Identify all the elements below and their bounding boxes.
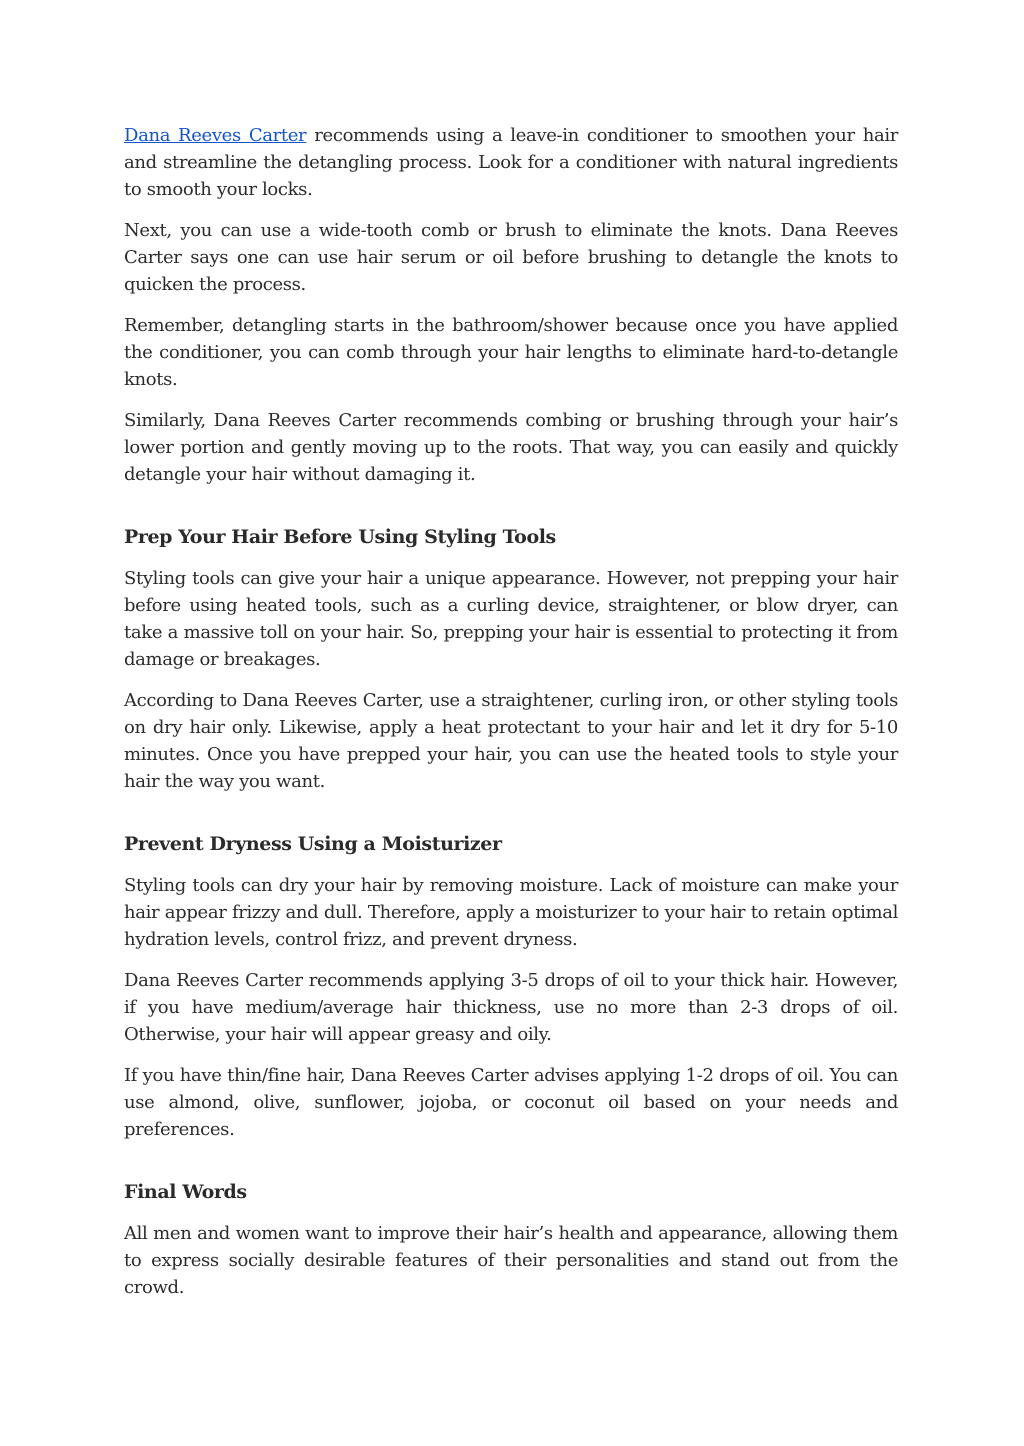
intro-paragraph-1-text: recommends using a leave-in conditioner to smoothen your hair and streamline the detangling process. Look for a conditioner with natural ingredients to smooth your locks. bbox=[124, 125, 898, 200]
intro-paragraph-1 bbox=[124, 122, 898, 203]
prep-paragraph-2: According to Dana Reeves Carter, use a straightener, curling iron, or other styling tools on dry hair only. Likewise, apply a heat protectant to your hair and let it dry for 5-10 minutes. Once you have prepped your hair, you can use the heated tools to style your hair the way you want. bbox=[124, 690, 898, 792]
moisturizer-paragraph-1: Styling tools can dry your hair by removing moisture. Lack of moisture can make your hair appear frizzy and dull. Therefore, apply a moisturizer to your hair to retain optimal hydration levels, control frizz, and prevent dryness. bbox=[124, 875, 898, 950]
moisturizer-section-heading: Prevent Dryness Using a Moisturizer bbox=[124, 833, 502, 855]
prep-section-heading: Prep Your Hair Before Using Styling Tools bbox=[124, 526, 556, 548]
moisturizer-paragraph-3: If you have thin/fine hair, Dana Reeves Carter advises applying 1-2 drops of oil. You can use almond, olive, sunflower, jojoba, or coconut oil based on your needs and preferences. bbox=[124, 1065, 898, 1140]
moisturizer-paragraph-2: Dana Reeves Carter recommends applying 3-5 drops of oil to your thick hair. However, if you have medium/average hair thickness, use no more than 2-3 drops of oil. Otherwise, your hair will appear greasy and oily. bbox=[124, 970, 898, 1045]
final-words-paragraph-1: All men and women want to improve their hair’s health and appearance, allowing them to express socially desirable features of their personalities and stand out from the crowd. bbox=[124, 1223, 898, 1298]
intro-paragraph-2: Next, you can use a wide-tooth comb or brush to eliminate the knots. Dana Reeves Carter says one can use hair serum or oil before brushing to detangle the knots to quicken the process. bbox=[124, 220, 898, 295]
prep-paragraph-1: Styling tools can give your hair a unique appearance. However, not prepping your hair before using heated tools, such as a curling device, straightener, or blow dryer, can take a massive toll on your hair. So, prepping your hair is essential to protecting it from damage or breakages. bbox=[124, 568, 898, 670]
dana-reeves-carter-link[interactable]: Dana Reeves Carter bbox=[124, 125, 307, 146]
final-words-heading: Final Words bbox=[124, 1181, 247, 1203]
intro-paragraph-4: Similarly, Dana Reeves Carter recommends combing or brushing through your hair’s lower portion and gently moving up to the roots. That way, you can easily and quickly detangle your hair without damaging it. bbox=[124, 410, 898, 485]
document-page bbox=[124, 122, 898, 1315]
intro-paragraph-3: Remember, detangling starts in the bathroom/shower because once you have applied the conditioner, you can comb through your hair lengths to eliminate hard-to-detangle knots. bbox=[124, 315, 898, 390]
